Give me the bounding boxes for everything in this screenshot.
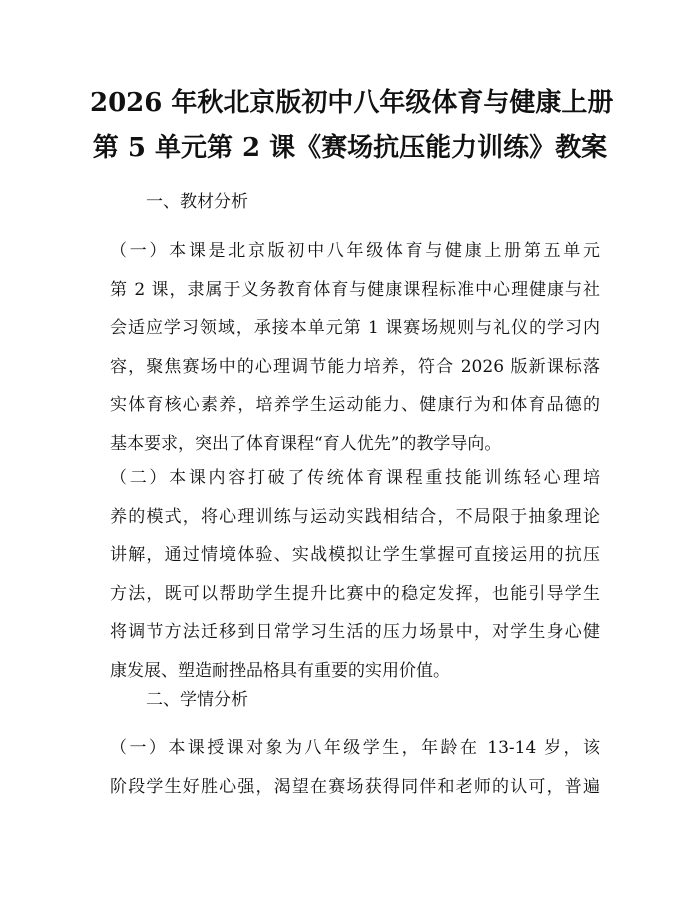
paragraph-line: 讲解，通过情境体验、实战模拟让学生掌握可直接运用的抗压: [110, 545, 600, 566]
document-title-line-1: 2026 年秋北京版初中八年级体育与健康上册: [90, 88, 614, 118]
paragraph-line: 第 2 课，隶属于义务教育体育与健康课程标准中心理健康与社: [110, 279, 600, 300]
paragraph-line: 方法，既可以帮助学生提升比赛中的稳定发挥，也能引导学生: [110, 583, 600, 604]
paragraph-line: （一）本课是北京版初中八年级体育与健康上册第五单元: [110, 241, 600, 261]
document-title-line-2: 第 5 单元第 2 课《赛场抗压能力训练》教案: [92, 133, 608, 163]
section-heading-textbook-analysis: 一、教材分析: [146, 192, 248, 212]
paragraph-line: （二）本课内容打破了传统体育课程重技能训练轻心理培: [110, 468, 600, 488]
paragraph-line: 康发展、塑造耐挫品格具有重要的实用价值。: [110, 660, 450, 681]
section-heading-student-analysis: 二、学情分析: [146, 690, 248, 710]
paragraph: [110, 232, 600, 464]
paragraph-line: 基本要求，突出了体育课程“育人优先”的教学导向。: [110, 433, 502, 454]
paragraph: [110, 729, 600, 806]
paragraph-line: 养的模式，将心理训练与运动实践相结合，不局限于抽象理论: [110, 506, 600, 527]
paragraph-line: 容，聚焦赛场中的心理调节能力培养，符合 2026 版新课标落: [110, 356, 600, 377]
paragraph-line: 阶段学生好胜心强，渴望在赛场获得同伴和老师的认可，普遍: [110, 776, 600, 797]
paragraph-line: 实体育核心素养，培养学生运动能力、健康行为和体育品德的: [110, 395, 600, 416]
paragraph-line: 会适应学习领域，承接本单元第 1 课赛场规则与礼仪的学习内: [110, 318, 600, 339]
paragraph: [110, 459, 600, 691]
paragraph-line: （一）本课授课对象为八年级学生，年龄在 13-14 岁，该: [110, 738, 600, 758]
paragraph-line: 将调节方法迁移到日常学习生活的压力场景中，对学生身心健: [110, 622, 600, 643]
